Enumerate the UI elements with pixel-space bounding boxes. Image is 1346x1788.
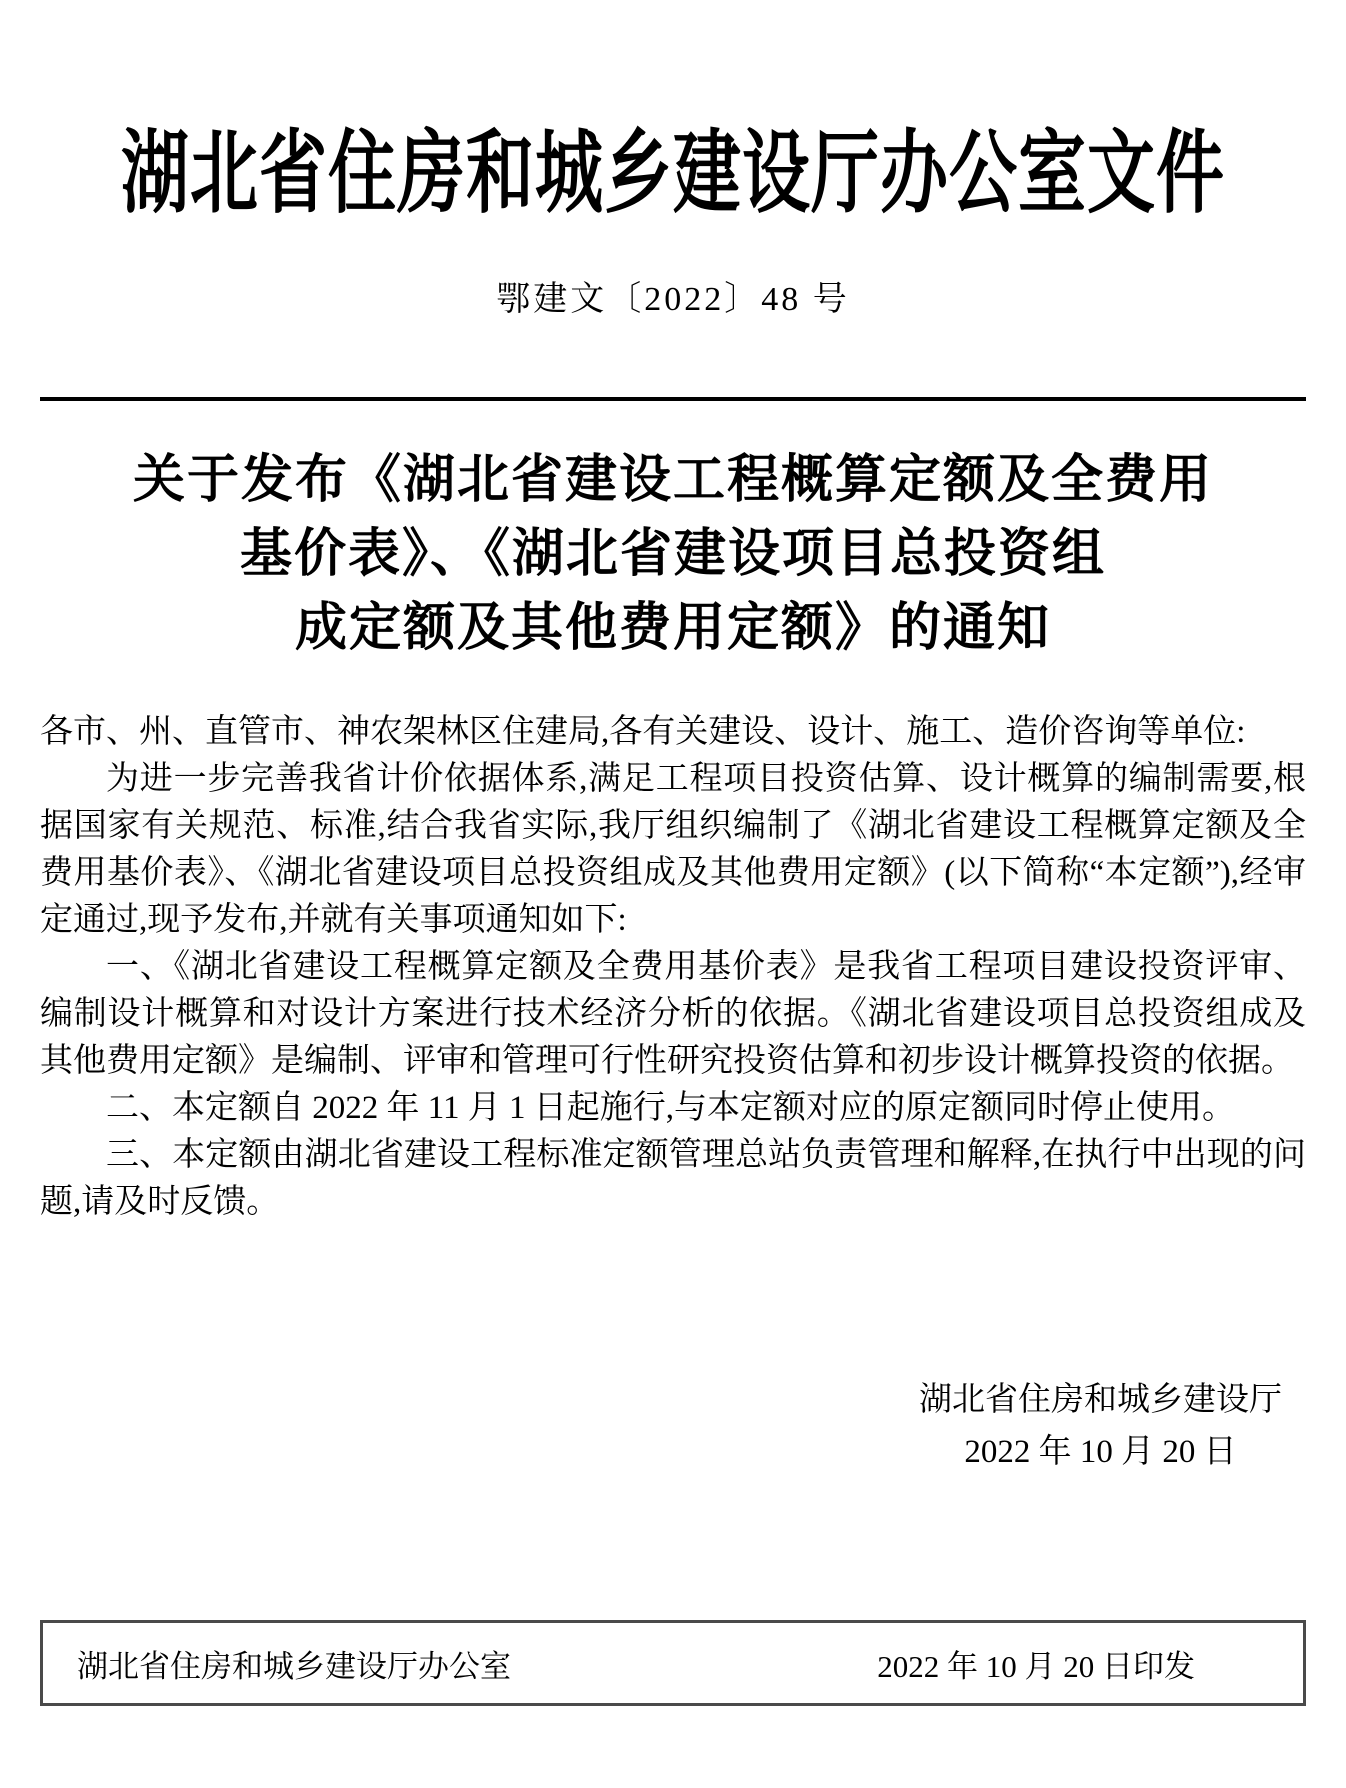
document-number: 鄂建文〔2022〕48 号 [496,281,850,318]
issuing-org-title: 湖北省住房和城乡建设厅办公室文件 [120,122,1225,224]
signature-date: 2022 年 10 月 20 日 [964,1433,1237,1470]
salutation-line: 各市、州、直管市、神农架林区住建局,各有关建设、设计、施工、造价咨询等单位: [40,713,1246,750]
notice-title-line-1: 关于发布《湖北省建设工程概算定额及全费用 [132,450,1213,509]
body-paragraph-2: 一、《湖北省建设工程概算定额及全费用基价表》是我省工程项目建设投资评审、编制设计概算和对设计方案进行技术经济分析的依据。《湖北省建设项目总投资组成及其他费用定额》是编制、评审和管理可行性研究投资估算和初步设计概算投资的依据。 [40,948,1306,1079]
body-paragraph-3: 二、本定额自 2022 年 11 月 1 日起施行,与本定额对应的原定额同时停止使用。 [106,1089,1236,1126]
footer-print-date: 2022 年 10 月 20 日印发 [877,1648,1195,1684]
notice-title [0,443,1346,665]
notice-title-line-3: 成定额及其他费用定额》的通知 [294,598,1051,657]
signature-inner [919,1374,1282,1478]
print-footer-box [40,1620,1306,1706]
signature-org-name: 湖北省住房和城乡建设厅 [919,1381,1282,1418]
signature-block [0,1374,1282,1478]
notice-body [40,709,1306,1226]
header-separator-rule [40,397,1306,401]
footer-issuing-office: 湖北省住房和城乡建设厅办公室 [77,1648,511,1684]
notice-title-line-2: 基价表》、《湖北省建设项目总投资组 [239,524,1106,583]
body-paragraph-1: 为进一步完善我省计价依据体系,满足工程项目投资估算、设计概算的编制需要,根据国家有关规范、标准,结合我省实际,我厅组织编制了《湖北省建设工程概算定额及全费用基价表》、《湖北省建设项目总投资组成及其他费用定额》(以下简称“本定额”),经审定通过,现予发布,并就有关事项通知如下: [40,760,1306,938]
body-paragraph-4: 三、本定额由湖北省建设工程标准定额管理总站负责管理和解释,在执行中出现的问题,请及时反馈。 [40,1136,1306,1220]
